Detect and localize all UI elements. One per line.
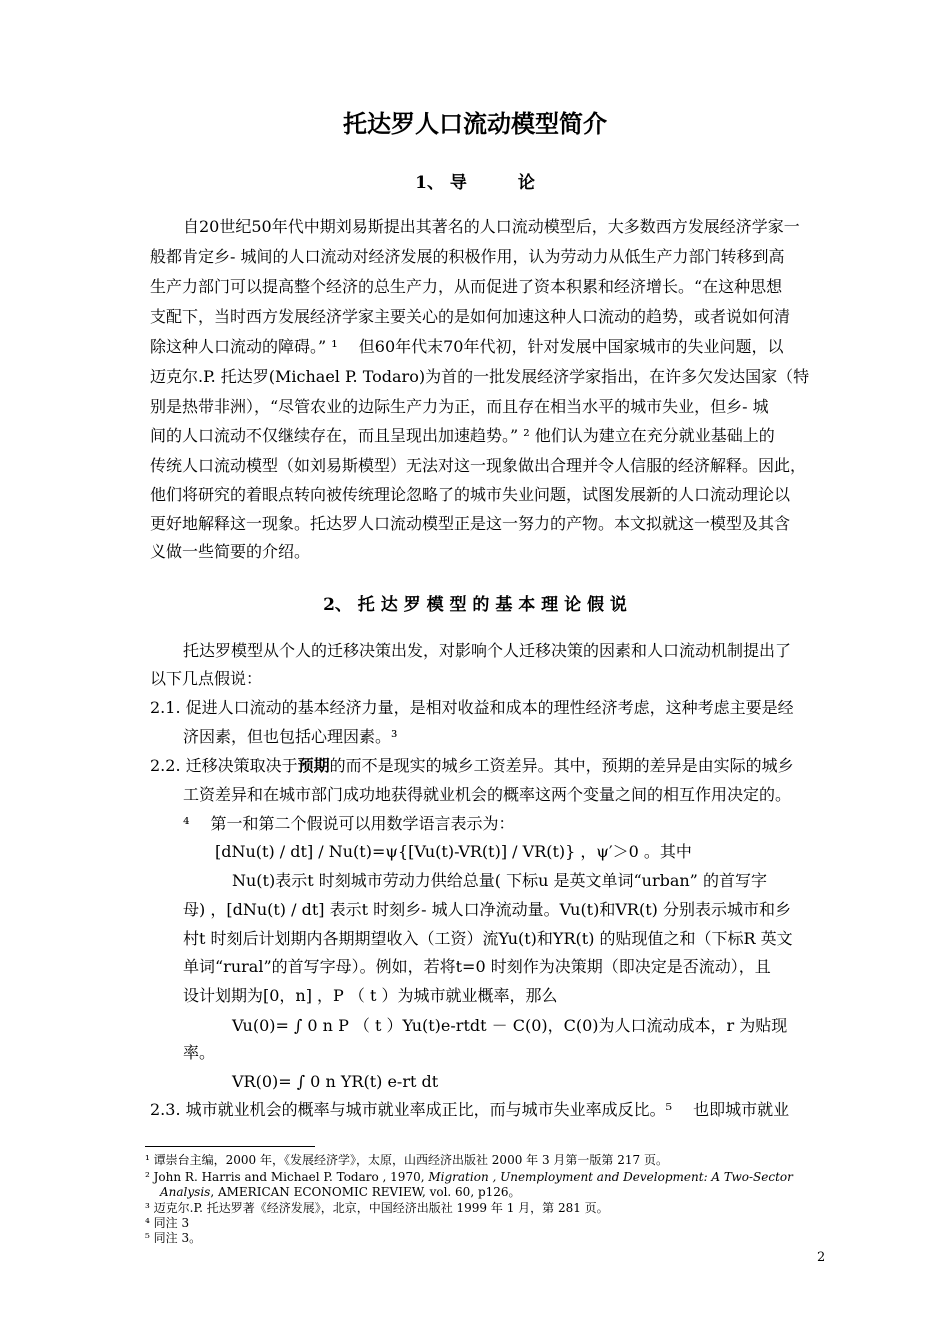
text-line: 间的人口流动不仅继续存在，而且呈现出加速趋势。” ² 他们认为建立在充分就业基础上的 xyxy=(150,426,775,445)
section-heading-1: 1、 导 论 xyxy=(415,173,535,193)
text-line: 支配下，当时西方发展经济学家主要关心的是如何加速这种人口流动的趋势，或者说如何清 xyxy=(150,307,791,326)
text-line: 工资差异和在城市部门成功地获得就业机会的概率这两个变量之间的相互作用决定的。 xyxy=(183,785,792,804)
list-item: 2.1. 促进人口流动的基本经济力量，是相对收益和成本的理性经济考虑，这种考虑主要是经 xyxy=(150,698,794,717)
equation-1: [dNu(t) / dt] / Nu(t)=ψ{[Vu(t)-VR(t)] / VR(t)} ，ψ′＞0 。其中 xyxy=(215,842,692,861)
list-item: 2.3. 城市就业机会的概率与城市就业率成正比，而与城市失业率成反比。⁵ 也即城市就业 xyxy=(150,1100,790,1119)
text-line: 义做一些简要的介绍。 xyxy=(150,542,311,561)
text-line: 除这种人口流动的障碍。” ¹ 但60年代末70年代初，针对发展中国家城市的失业问题，以 xyxy=(150,337,784,356)
text-line: 自20世纪50年代中期刘易斯提出其著名的人口流动模型后，大多数西方发展经济学家一 xyxy=(183,217,800,236)
text-line: 生产力部门可以提高整个经济的总生产力，从而促进了资本积累和经济增长。“在这种思想 xyxy=(150,277,783,296)
text-line: 单词“rural”的首写字母）。例如，若将t=0 时刻作为决策期（即决定是否流动），且 xyxy=(183,957,771,976)
text-line: 率。 xyxy=(183,1043,216,1062)
footnote-2-cont: Analysis, AMERICAN ECONOMIC REVIEW, vol. 60, p126。 xyxy=(160,1185,521,1199)
text-line: 济因素，但也包括心理因素。³ xyxy=(183,727,398,746)
text-line: 设计划期为[0，n] ，P （ t ）为城市就业概率，那么 xyxy=(183,986,558,1005)
document-title: 托达罗人口流动模型简介 xyxy=(343,109,607,138)
text-line: 传统人口流动模型（如刘易斯模型）无法对这一现象做出合理并令人信服的经济解释。因此， xyxy=(150,456,807,475)
text-line: 母) ，[dNu(t) / dt] 表示t 时刻乡- 城人口净流动量。Vu(t)和VR(t) 分别表示城市和乡 xyxy=(183,900,791,919)
section-heading-2: 2、 托 达 罗 模 型 的 基 本 理 论 假 说 xyxy=(323,595,627,615)
list-item: 2.2. 迁移决策取决于预期的而不是现实的城乡工资差异。其中，预期的差异是由实际的城乡 xyxy=(150,756,794,775)
equation-3: VR(0)= ∫ 0 n YR(t) e-rt dt xyxy=(232,1072,439,1091)
text-line: 别是热带非洲），“尽管农业的边际生产力为正，而且存在相当水平的城市失业，但乡- 城 xyxy=(150,397,769,416)
text-line: 以下几点假说： xyxy=(150,669,263,688)
text-line: ⁴ 第一和第二个假说可以用数学语言表示为： xyxy=(183,814,515,833)
text-line: 般都肯定乡- 城间的人口流动对经济发展的积极作用，认为劳动力从低生产力部门转移到高 xyxy=(150,247,785,266)
text-line: 托达罗模型从个人的迁移决策出发，对影响个人迁移决策的因素和人口流动机制提出了 xyxy=(183,641,792,660)
text-line: 迈克尔.P. 托达罗(Michael P. Todaro)为首的一批发展经济学家指出，在许多欠发达国家（特 xyxy=(150,367,810,386)
text-line: 村t 时刻后计划期内各期期望收入（工资）流Yu(t)和YR(t) 的贴现值之和（下标R 英文 xyxy=(183,929,793,948)
footnote-separator xyxy=(145,1146,315,1147)
footnote-1: ¹ 谭崇台主编，2000 年，《发展经济学》，太原，山西经济出版社 2000 年 3 月第一版第 217 页。 xyxy=(145,1153,668,1167)
equation-2: Vu(0)= ∫ 0 n P （ t ）Yu(t)e-rtdt － C(0)，C(0)为人口流动成本，r 为贴现 xyxy=(232,1016,788,1035)
footnote-2: ² John R. Harris and Michael P. Todaro , 1970, Migration , Unemployment and Development: A Two-Sector xyxy=(145,1170,793,1184)
text-line: Nu(t)表示t 时刻城市劳动力供给总量( 下标u 是英文单词“urban” 的首写字 xyxy=(232,871,767,890)
text-line: 更好地解释这一现象。托达罗人口流动模型正是这一努力的产物。本文拟就这一模型及其含 xyxy=(150,514,791,533)
page-number: 2 xyxy=(817,1250,826,1265)
footnote-3: ³ 迈克尔.P. 托达罗著《经济发展》，北京，中国经济出版社 1999 年 1 月，第 281 页。 xyxy=(145,1201,609,1215)
footnote-5: ⁵ 同注 3。 xyxy=(145,1231,202,1245)
footnote-4: ⁴ 同注 3 xyxy=(145,1216,190,1230)
text-line: 他们将研究的着眼点转向被传统理论忽略了的城市失业问题，试图发展新的人口流动理论以 xyxy=(150,485,791,504)
